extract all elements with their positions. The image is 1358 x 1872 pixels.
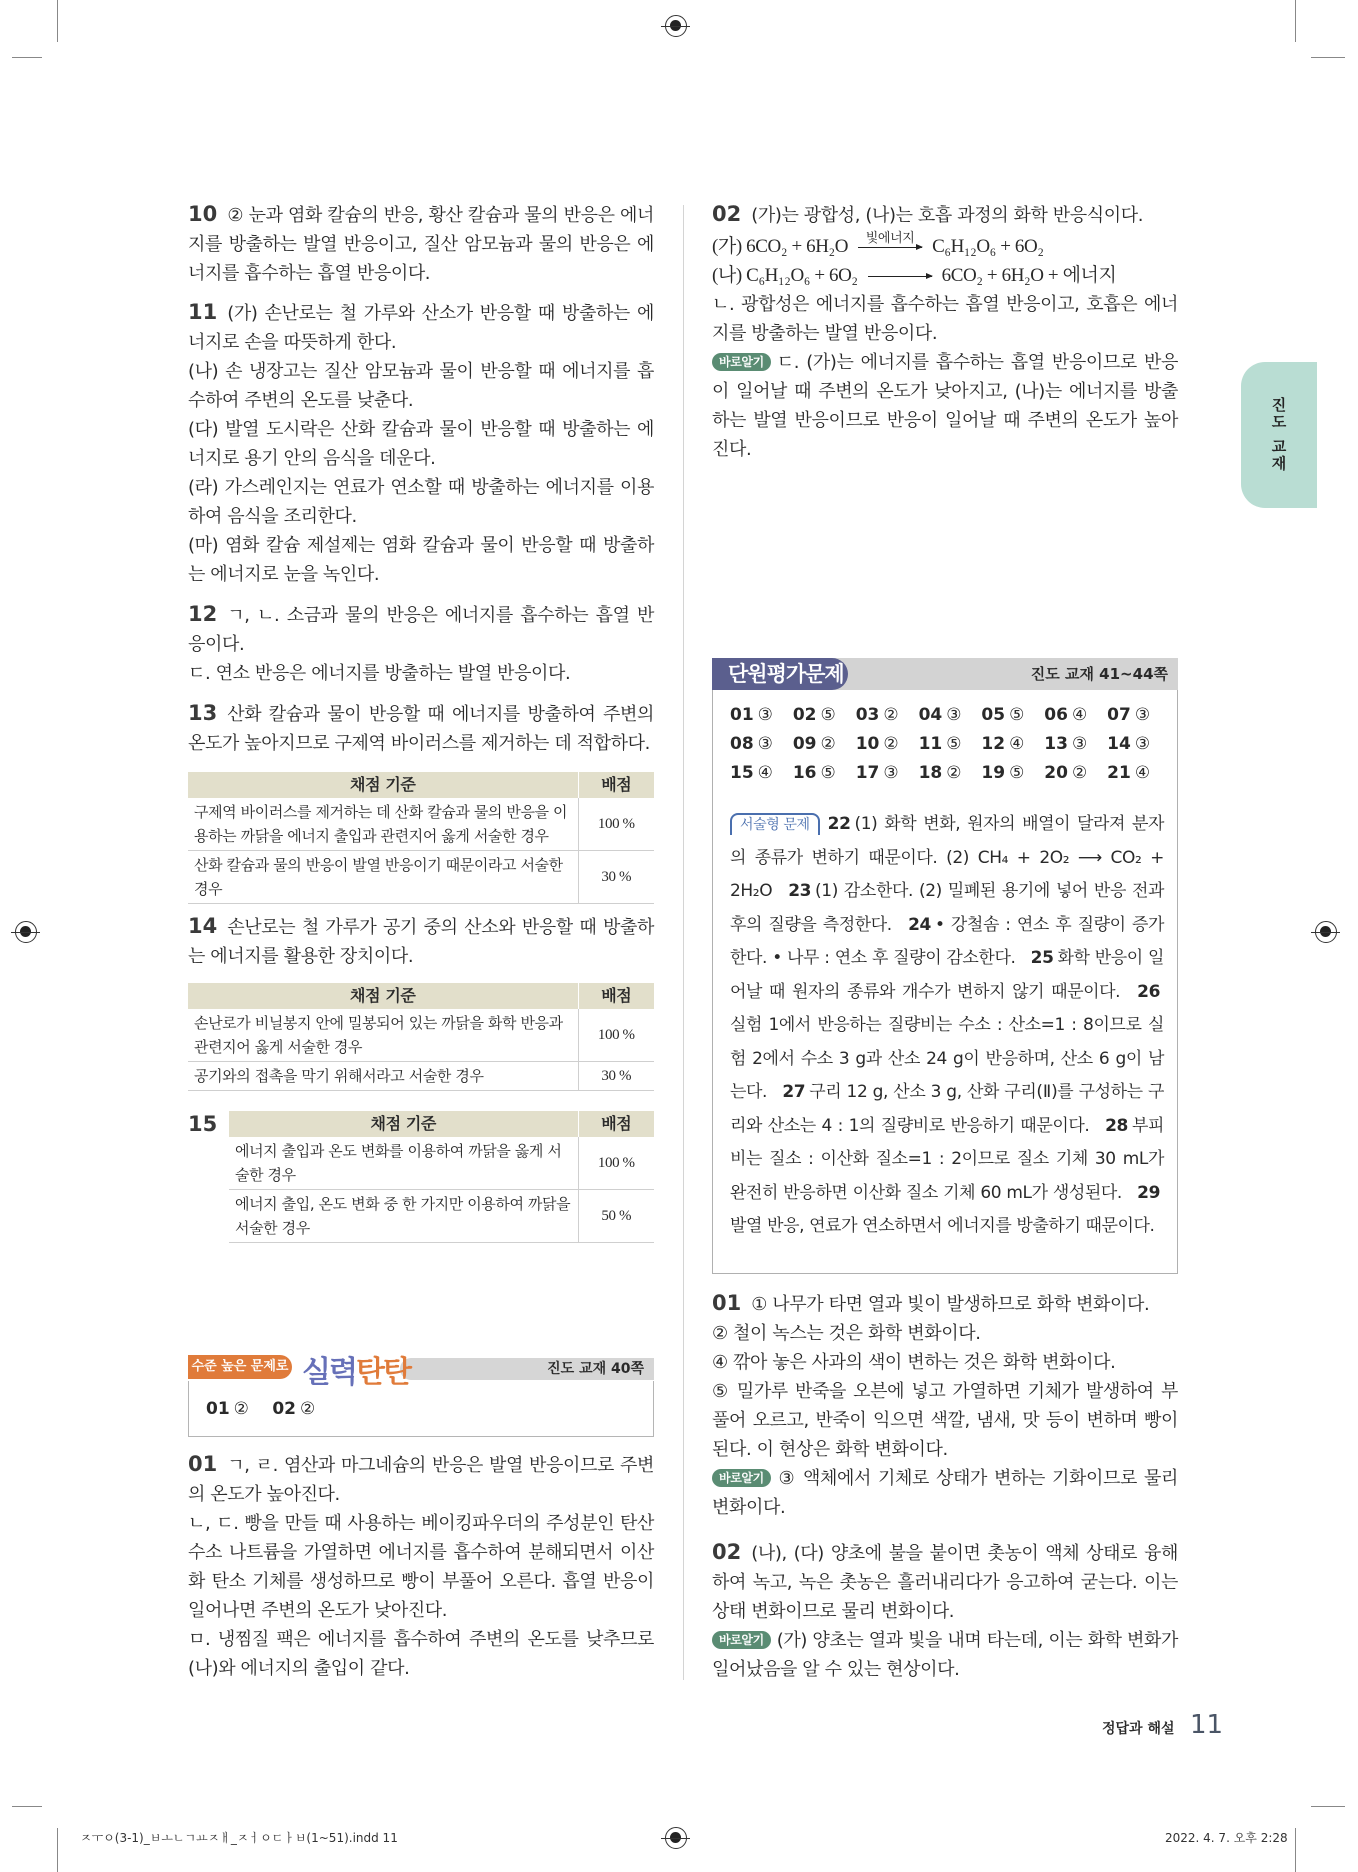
unit-answer-02 <box>712 1538 1178 1684</box>
answer-number: 07 <box>1107 705 1131 725</box>
correction-badge: 바로알기 <box>712 1469 771 1487</box>
answer-line: ⑤ 밀가루 반죽을 오븐에 넣고 가열하면 기체가 발생하여 부풀어 오르고, 반죽이 익으면 색깔, 냄새, 맛 등이 변하며 빵이 된다. 이 현상은 화학 변화이다. <box>712 1381 1178 1460</box>
answer-line: (마) 염화 칼슘 제설제는 염화 칼슘과 물이 반응할 때 방출하는 에너지로 눈을 녹인다. <box>188 535 654 585</box>
skill-ref: 진도 교재 40쪽 <box>400 1358 654 1380</box>
score: 30 % <box>578 1062 654 1091</box>
answer-line: (나) 손 냉장고는 질산 암모늄과 물이 반응할 때 에너지를 흡수하여 주변의 온도를 낮춘다. <box>188 361 654 411</box>
question-number: 14 <box>188 914 218 938</box>
registration-mark-icon <box>1315 921 1337 943</box>
crop-mark <box>57 1828 58 1872</box>
answer-number: 09 <box>792 734 817 754</box>
essay-text: • 강철솜 : 연소 후 질량이 증가한다. • 나무 : 연소 후 질량이 감소한다. <box>730 914 1164 968</box>
answer-item <box>1107 705 1170 725</box>
answer-number: 05 <box>981 705 1006 725</box>
skill-answers <box>188 1381 654 1437</box>
answer-choice: ④ <box>757 763 773 783</box>
question-number: 13 <box>188 701 218 725</box>
crop-mark <box>12 57 42 58</box>
answer-11 <box>188 298 654 589</box>
equation-photosynthesis <box>712 232 1178 261</box>
answer-item <box>856 734 919 754</box>
answer-item <box>919 763 982 783</box>
essay-number: 25 <box>1030 948 1054 968</box>
correction-text: ③ 액체에서 기체로 상태가 변하는 기화이므로 물리 변화이다. <box>712 1468 1178 1518</box>
question-number: 02 <box>712 1540 742 1564</box>
table-header: 채점 기준 <box>188 772 578 798</box>
question-number: 01 <box>188 1452 218 1476</box>
question-number: 11 <box>188 300 218 324</box>
answer-line: ㄱ, ㄴ. 소금과 물의 반응은 에너지를 흡수하는 흡열 반응이다. <box>188 605 654 655</box>
answer-number: 19 <box>981 763 1006 783</box>
essay-text: 구리 12 g, 산소 3 g, 산화 구리(Ⅱ)를 구성하는 구리와 산소는 4 : 1의 질량비로 반응하기 때문이다. <box>730 1082 1164 1136</box>
answer-choice: ② <box>946 763 962 783</box>
answer-item <box>981 705 1044 725</box>
answer-item <box>981 734 1044 754</box>
answer-item <box>981 763 1044 783</box>
answer-line: (라) 가스레인지는 연료가 연소할 때 방출하는 에너지를 이용하여 음식을 조리한다. <box>188 477 654 527</box>
table-header: 배점 <box>578 772 654 798</box>
essay-number: 28 <box>1105 1115 1128 1136</box>
answer-choice: ⑤ <box>1009 705 1025 725</box>
registration-mark-icon <box>665 1827 687 1849</box>
answer-choice: ⑤ <box>946 734 962 754</box>
answer-choice: ② <box>300 1399 316 1419</box>
crop-mark <box>1295 1828 1296 1872</box>
score: 50 % <box>578 1190 654 1243</box>
essay-number: 22 <box>827 814 851 834</box>
equation-lhs: C₆H₁₂O₆ + 6O₂ <box>746 265 858 286</box>
criterion: 구제역 바이러스를 제거하는 데 산화 칼슘과 물의 반응을 이용하는 까닭을 에너지 출입과 관련지어 옳게 서술한 경우 <box>188 798 578 851</box>
answer-choice: ② <box>820 734 836 754</box>
answer-line: ㄴ. 광합성은 에너지를 흡수하는 흡열 반응이고, 호흡은 에너지를 방출하는 발열 반응이다. <box>712 294 1178 344</box>
answer-14 <box>188 912 654 971</box>
slug-timestamp: 2022. 4. 7. 오후 2:28 <box>1165 1831 1288 1845</box>
answer-13 <box>188 699 654 758</box>
essay-text: (1) 감소한다. (2) 밀폐된 용기에 넣어 반응 전과 후의 질량을 측정한다. <box>730 881 1164 935</box>
table-row <box>229 1190 654 1243</box>
answer-line: ㄷ. 연소 반응은 에너지를 방출하는 발열 반응이다. <box>188 663 571 684</box>
skill-answer-01 <box>188 1450 654 1683</box>
criterion: 공기와의 접촉을 막기 위해서라고 서술한 경우 <box>188 1062 578 1091</box>
page-number: 11 <box>1190 1710 1224 1740</box>
answer-choice: ⑤ <box>1009 763 1025 783</box>
answer-choice: ④ <box>1009 734 1025 754</box>
essay-text: 실험 1에서 반응하는 질량비는 수소 : 산소=1 : 8이므로 실험 2에서 수소 3 g과 산소 24 g이 반응하며, 산소 6 g이 남는다. <box>730 1015 1164 1102</box>
unit-answer-01 <box>712 1289 1178 1522</box>
scoring-table-13 <box>188 772 654 904</box>
answer-line: ㄴ, ㄷ. 빵을 만들 때 사용하는 베이킹파우더의 주성분인 탄산수소 나트륨을 가열하면 에너지를 흡수하여 분해되면서 이산화 탄소 기체를 생성하므로 빵이 부풀어 오른다. 흡열 반응이 일어나면 주변의 온도가 낮아진다. <box>188 1513 654 1621</box>
answer-text: (가)는 광합성, (나)는 호흡 과정의 화학 반응식이다. <box>751 205 1144 226</box>
side-tab-label: 진도 교재 <box>1269 397 1288 473</box>
answer-number: 16 <box>792 763 817 783</box>
arrow-icon <box>868 276 932 277</box>
answer-item <box>919 705 982 725</box>
correction-text: (가) 양초는 열과 빛을 내며 타는데, 이는 화학 변화가 일어났음을 알 수 있는 현상이다. <box>712 1630 1178 1680</box>
answer-line: ㄱ, ㄹ. 염산과 마그네슘의 반응은 발열 반응이므로 주변의 온도가 높아진다. <box>188 1455 654 1505</box>
answer-item <box>730 734 793 754</box>
answer-choice: ③ <box>1134 734 1151 754</box>
answer-number: 01 <box>206 1399 230 1419</box>
answer-choice: ② <box>1071 763 1088 783</box>
equation-rhs: C₆H₁₂O₆ + 6O₂ <box>932 236 1044 257</box>
essay-text: 화학 반응이 일어날 때 원자의 종류와 개수가 변하지 않기 때문이다. <box>730 948 1165 1002</box>
answer-line: (가) 손난로는 철 가루와 산소가 반응할 때 방출하는 에너지로 손을 따뜻하게 한다. <box>188 303 654 353</box>
correction-text: ㄷ. (가)는 에너지를 흡수하는 흡열 반응이므로 반응이 일어날 때 주변의 온도가 낮아지고, (나)는 에너지를 방출하는 발열 반응이므로 반응이 일어날 때 주변의 온도가 높아진다. <box>712 352 1178 460</box>
answer-choice: ④ <box>1134 763 1151 783</box>
answer-choice: ⑤ <box>820 763 836 783</box>
essay-number: 26 <box>1137 981 1160 1002</box>
answer-number: 01 <box>730 705 754 725</box>
unit-test-ref: 진도 교재 41~44쪽 <box>1030 665 1168 683</box>
answer-number: 11 <box>918 734 943 754</box>
answer-number: 17 <box>855 763 880 783</box>
answer-item <box>1044 705 1107 725</box>
registration-mark-icon <box>665 15 687 37</box>
arrow-icon <box>858 231 922 248</box>
answer-number: 20 <box>1044 763 1068 783</box>
answer-number: 18 <box>918 763 943 783</box>
answer-item <box>856 705 919 725</box>
essay-text: 부피비는 질소 : 이산화 질소=1 : 2이므로 질소 기체 30 mL가 완전히 반응하면 이산화 질소 기체 60 mL가 생성된다. <box>730 1115 1164 1203</box>
criterion: 산화 칼슘과 물의 반응이 발열 반응이기 때문이라고 서술한 경우 <box>188 851 578 904</box>
answer-choice: ③ <box>883 763 899 783</box>
crop-mark <box>57 0 58 42</box>
table-row <box>188 1009 654 1062</box>
equation-label: (나) <box>712 265 742 286</box>
crop-mark <box>1295 0 1296 42</box>
question-number: 10 <box>188 202 218 226</box>
scoring-table-15 <box>229 1111 654 1243</box>
answer-choice: ③ <box>946 705 962 725</box>
answer-choice: ⑤ <box>820 705 836 725</box>
skill-title-b: 탄탄 <box>355 1355 410 1390</box>
answer-number: 08 <box>730 734 754 754</box>
answer-text: ② 눈과 염화 칼슘의 반응, 황산 칼슘과 물의 반응은 에너지를 방출하는 발열 반응이고, 질산 암모늄과 물의 반응은 에너지를 흡수하는 흡열 반응이다. <box>188 205 654 284</box>
column-divider <box>683 205 684 1680</box>
table-header: 배점 <box>578 983 654 1009</box>
answer-text: 산화 칼슘과 물이 반응할 때 에너지를 방출하여 주변의 온도가 높아지므로 구제역 바이러스를 제거하는 데 적합하다. <box>188 704 654 754</box>
answer-number: 15 <box>730 763 754 783</box>
answer-number: 03 <box>855 705 880 725</box>
answer-item <box>919 734 982 754</box>
essay-tag: 서술형 문제 <box>730 813 820 835</box>
answer-item <box>793 734 856 754</box>
slug-filename: ㅈㅜㅇ(3-1)_ㅂㅗㄴㄱㅛㅈㅐ_ㅈㅓㅇㄷㅏㅂ(1~51).indd 11 <box>80 1831 398 1845</box>
essay-number: 24 <box>908 914 931 935</box>
answer-number: 13 <box>1044 734 1068 754</box>
score: 100 % <box>578 1137 654 1190</box>
scoring-table-14 <box>188 983 654 1091</box>
question-number: 01 <box>712 1291 742 1315</box>
answer-number: 12 <box>981 734 1006 754</box>
answer-item <box>1107 734 1170 754</box>
answer-12 <box>188 600 654 688</box>
criterion: 손난로가 비닐봉지 안에 밀봉되어 있는 까닭을 화학 반응과 관련지어 옳게 서술한 경우 <box>188 1009 578 1062</box>
answer-line: ① 나무가 타면 열과 빛이 발생하므로 화학 변화이다. <box>751 1294 1150 1315</box>
answer-choice: ④ <box>1071 705 1088 725</box>
registration-mark-icon <box>15 921 37 943</box>
skill-label: 수준 높은 문제로 <box>188 1355 292 1379</box>
unit-test-title: 단원평가문제 <box>712 658 848 690</box>
question-number: 12 <box>188 602 218 626</box>
table-row <box>188 798 654 851</box>
answer-line: (다) 발열 도시락은 산화 칼슘과 물이 반응할 때 방출하는 에너지로 용기 안의 음식을 데운다. <box>188 419 654 469</box>
table-header: 배점 <box>578 1111 654 1137</box>
score: 30 % <box>578 851 654 904</box>
crop-mark <box>1311 57 1345 58</box>
answer-choice: ② <box>233 1399 249 1419</box>
score: 100 % <box>578 798 654 851</box>
skill-section-header <box>188 1353 654 1390</box>
essay-number: 23 <box>788 881 812 901</box>
answer-10 <box>188 200 654 288</box>
answer-number: 06 <box>1044 705 1068 725</box>
answer-number: 02 <box>792 705 817 725</box>
crop-mark <box>12 1806 42 1807</box>
answer-number: 21 <box>1107 763 1131 783</box>
correction-badge: 바로알기 <box>712 1631 771 1649</box>
score: 100 % <box>578 1009 654 1062</box>
arrow-label: 빛에너지 <box>865 231 915 247</box>
essay-text: 발열 반응, 연료가 연소하면서 에너지를 방출하기 때문이다. <box>730 1216 1155 1236</box>
essay-answers <box>730 808 1164 1244</box>
answer-line: ④ 깎아 놓은 사과의 색이 변하는 것은 화학 변화이다. <box>712 1352 1116 1373</box>
answer-number: 02 <box>272 1399 296 1419</box>
answer-item <box>1107 763 1170 783</box>
table-row <box>188 1062 654 1091</box>
skill-title-a: 실력 <box>302 1355 356 1390</box>
criterion: 에너지 출입, 온도 변화 중 한 가지만 이용하여 까닭을 서술한 경우 <box>229 1190 578 1243</box>
equation-rhs: 6CO₂ + 6H₂O + 에너지 <box>941 265 1117 286</box>
footer-section: 정답과 해설 <box>1102 1721 1175 1737</box>
unit-test-answers <box>712 690 1178 1274</box>
answer-grid <box>730 705 1170 783</box>
table-header: 채점 기준 <box>229 1111 578 1137</box>
answer-choice: ③ <box>1134 705 1151 725</box>
essay-text: (1) 화학 변화, 원자의 배열이 달라져 분자의 종류가 변하기 때문이다. (2) CH₄ + 2O₂ ⟶ CO₂ + 2H₂O <box>730 814 1164 901</box>
answer-item <box>793 705 856 725</box>
essay-number: 27 <box>782 1082 806 1102</box>
table-header: 채점 기준 <box>188 983 578 1009</box>
answer-item <box>730 705 793 725</box>
question-number: 02 <box>712 202 742 226</box>
question-number: 15 <box>188 1112 218 1136</box>
answer-choice: ② <box>883 705 899 725</box>
answer-choice: ③ <box>757 734 773 754</box>
answer-item <box>1044 763 1107 783</box>
table-row <box>229 1137 654 1190</box>
essay-number: 29 <box>1137 1182 1160 1203</box>
equation-respiration <box>712 261 1178 290</box>
answer-text: (나), (다) 양초에 불을 붙이면 촛농이 액체 상태로 융해하여 녹고, 녹은 촛농은 흘러내리다가 응고하여 굳는다. 이는 상태 변화이므로 물리 변화이다. <box>712 1543 1178 1622</box>
answer-number: 04 <box>918 705 943 725</box>
correction-badge: 바로알기 <box>712 353 771 371</box>
unit-test-header <box>712 658 1178 690</box>
table-row <box>188 851 654 904</box>
side-tab[interactable] <box>1241 362 1317 508</box>
answer-item <box>1044 734 1107 754</box>
answer-choice: ③ <box>757 705 773 725</box>
answer-text: 손난로는 철 가루가 공기 중의 산소와 반응할 때 방출하는 에너지를 활용한 장치이다. <box>188 917 654 967</box>
answer-line: ② 철이 녹스는 것은 화학 변화이다. <box>712 1323 981 1344</box>
answer-item <box>856 763 919 783</box>
answer-choice: ② <box>883 734 899 754</box>
crop-mark <box>1311 1806 1345 1807</box>
equation-lhs: 6CO₂ + 6H₂O <box>746 236 849 257</box>
skill-answer-02 <box>712 200 1178 464</box>
answer-item <box>793 763 856 783</box>
equation-label: (가) <box>712 236 742 257</box>
answer-item <box>730 763 793 783</box>
answer-number: 14 <box>1107 734 1131 754</box>
criterion: 에너지 출입과 온도 변화를 이용하여 까닭을 옳게 서술한 경우 <box>229 1137 578 1190</box>
answer-number: 10 <box>855 734 880 754</box>
answer-line: ㅁ. 냉찜질 팩은 에너지를 흡수하여 주변의 온도를 낮추므로 (나)와 에너지의 출입이 같다. <box>188 1629 654 1679</box>
answer-choice: ③ <box>1071 734 1088 754</box>
